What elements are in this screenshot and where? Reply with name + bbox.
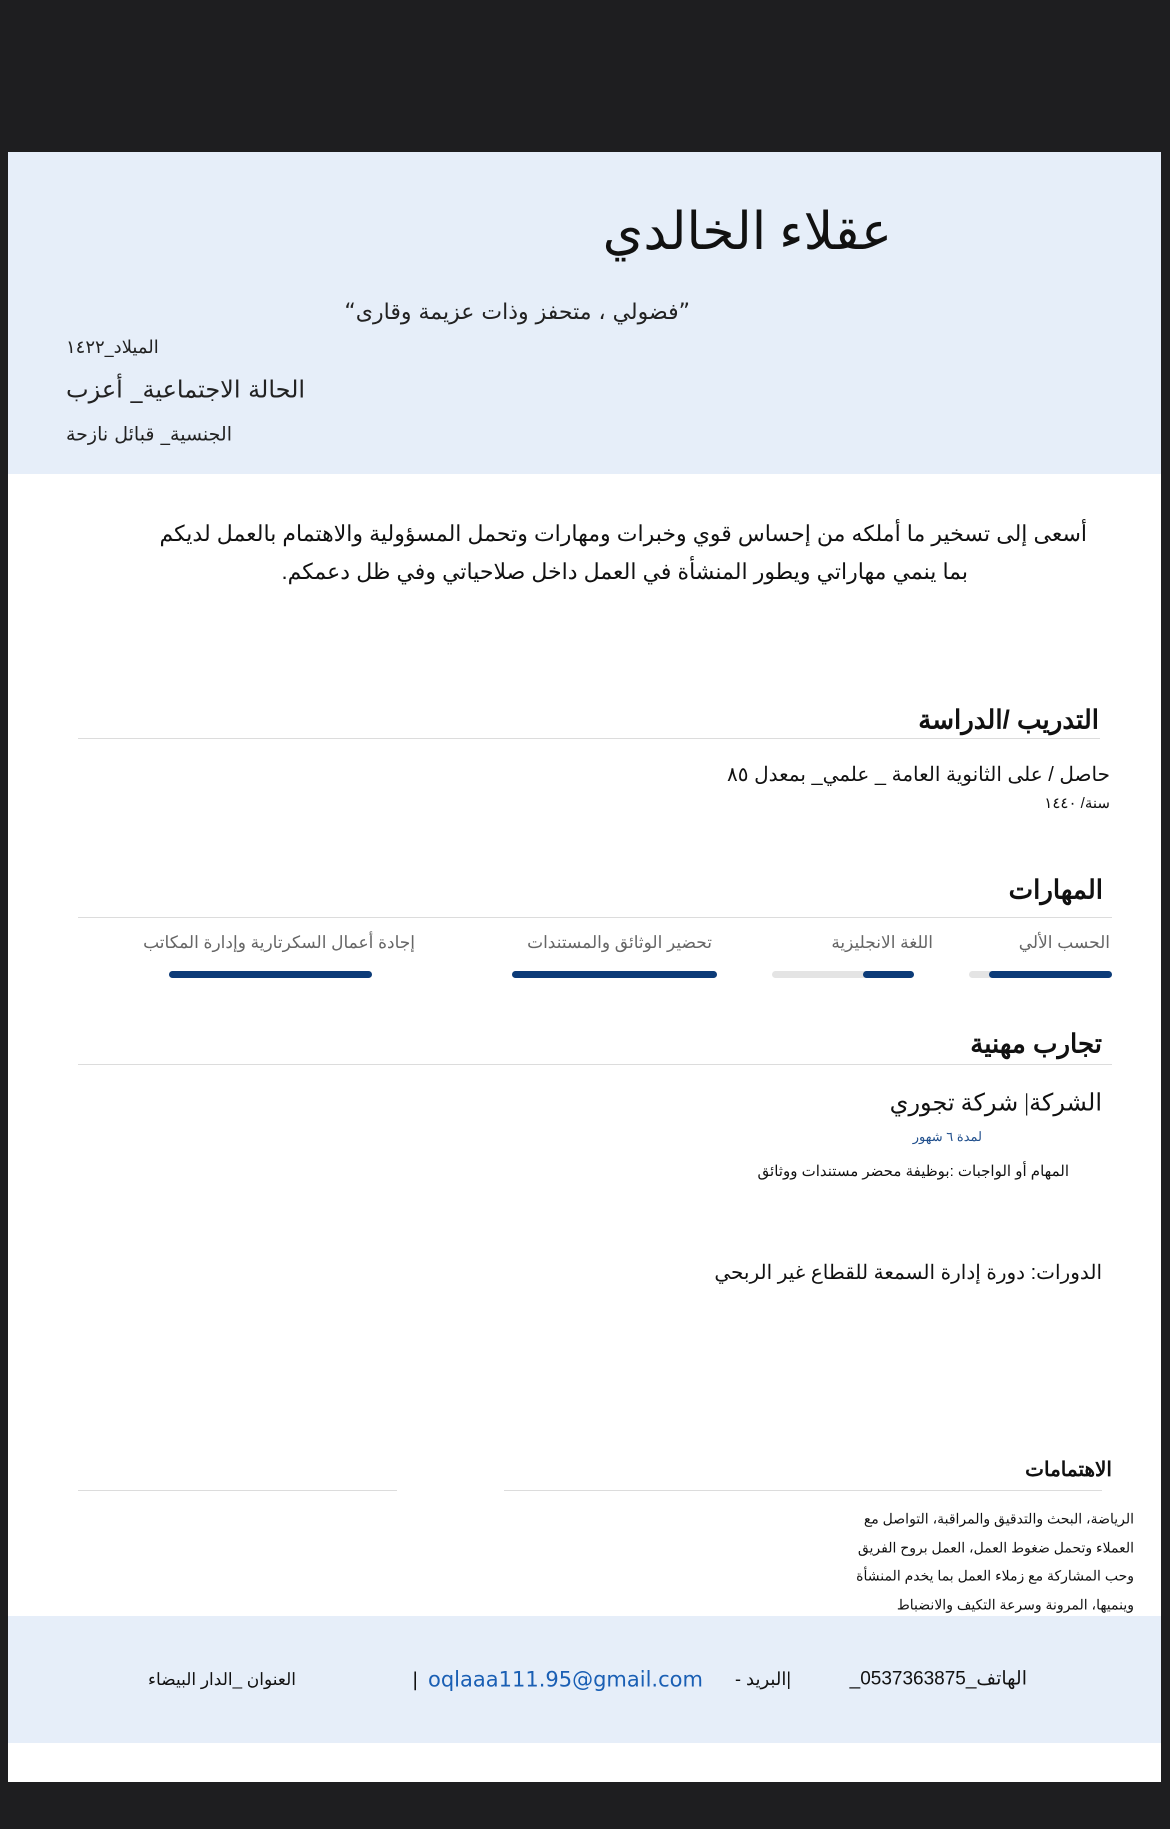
skill-bar-fill <box>169 971 372 978</box>
skill-label: إجادة أعمال السكرتارية وإدارة المكاتب <box>143 932 415 952</box>
skill-bar <box>772 971 914 978</box>
divider <box>78 1064 1112 1065</box>
skill-label: الحسب الألي <box>1018 932 1110 952</box>
name-title: عقلاء الخالدي <box>602 203 892 261</box>
address: العنوان _الدار البيضاء <box>148 1669 296 1689</box>
experience-heading: تجارب مهنية <box>970 1028 1102 1059</box>
company: الشركة| شركة تجوري <box>889 1090 1102 1117</box>
objective-line-2: بما ينمي مهاراتي ويطور المنشأة في العمل داخل صلاحياتي وفي ظل دعمكم. <box>281 558 968 584</box>
interest-line: وحب المشاركة مع زملاء العمل بما يخدم المنشأة <box>856 1567 1134 1584</box>
divider <box>78 738 1100 739</box>
skills-heading: المهارات <box>1008 874 1103 905</box>
education-heading: التدريب /الدراسة <box>918 704 1099 735</box>
interests-heading: الاهتمامات <box>1025 1459 1112 1481</box>
phone: الهاتف_0537363875_ <box>849 1668 1027 1690</box>
skill-bar <box>969 971 1112 978</box>
duration: لمدة ٦ شهور <box>912 1129 982 1145</box>
skill-bar <box>169 971 372 978</box>
education-line-1: حاصل / على الثانوية العامة _ علمي_ بمعدل ٨٥ <box>727 764 1110 786</box>
email-label: |البريد - <box>735 1669 791 1690</box>
objective-line-1: أسعى إلى تسخير ما أملكه من إحساس قوي وخبرات ومهارات وتحمل المسؤولية والاهتمام بالعمل لديكم <box>159 520 1087 546</box>
tasks: المهام أو الواجبات :بوظيفة محضر مستندات ووثائق <box>757 1163 1069 1180</box>
resume-page <box>8 152 1161 1782</box>
separator: | <box>412 1668 419 1691</box>
birth-year: الميلاد_١٤٢٢ <box>66 337 159 359</box>
motto: ”فضولي ، متحفز وذات عزيمة وقارى“ <box>344 299 690 325</box>
skill-bar-fill <box>863 971 914 978</box>
interest-line: العملاء وتحمل ضغوط العمل، العمل بروح الفريق <box>857 1539 1134 1556</box>
skill-label: اللغة الانجليزية <box>831 932 933 952</box>
marital-status: الحالة الاجتماعية_ أعزب <box>66 375 306 404</box>
divider <box>78 917 1112 918</box>
skill-bar-fill <box>512 971 717 978</box>
education-line-2: سنة/ ١٤٤٠ <box>1044 795 1110 812</box>
skill-label: تحضير الوثائق والمستندات <box>527 932 712 952</box>
skill-bar-fill <box>989 971 1112 978</box>
divider <box>504 1490 1102 1491</box>
nationality: الجنسية_ قبائل نازحة <box>66 423 232 446</box>
interest-line: الرياضة، البحث والتدقيق والمراقبة، التواصل مع <box>863 1510 1134 1527</box>
email-link[interactable]: oqlaaa111.95@gmail.com <box>428 1667 703 1692</box>
divider <box>78 1490 397 1491</box>
courses: الدورات: دورة إدارة السمعة للقطاع غير الربحي <box>714 1262 1102 1284</box>
interest-line: وينميها، المرونة وسرعة التكيف والانضباط <box>896 1596 1134 1613</box>
skill-bar <box>512 971 717 978</box>
